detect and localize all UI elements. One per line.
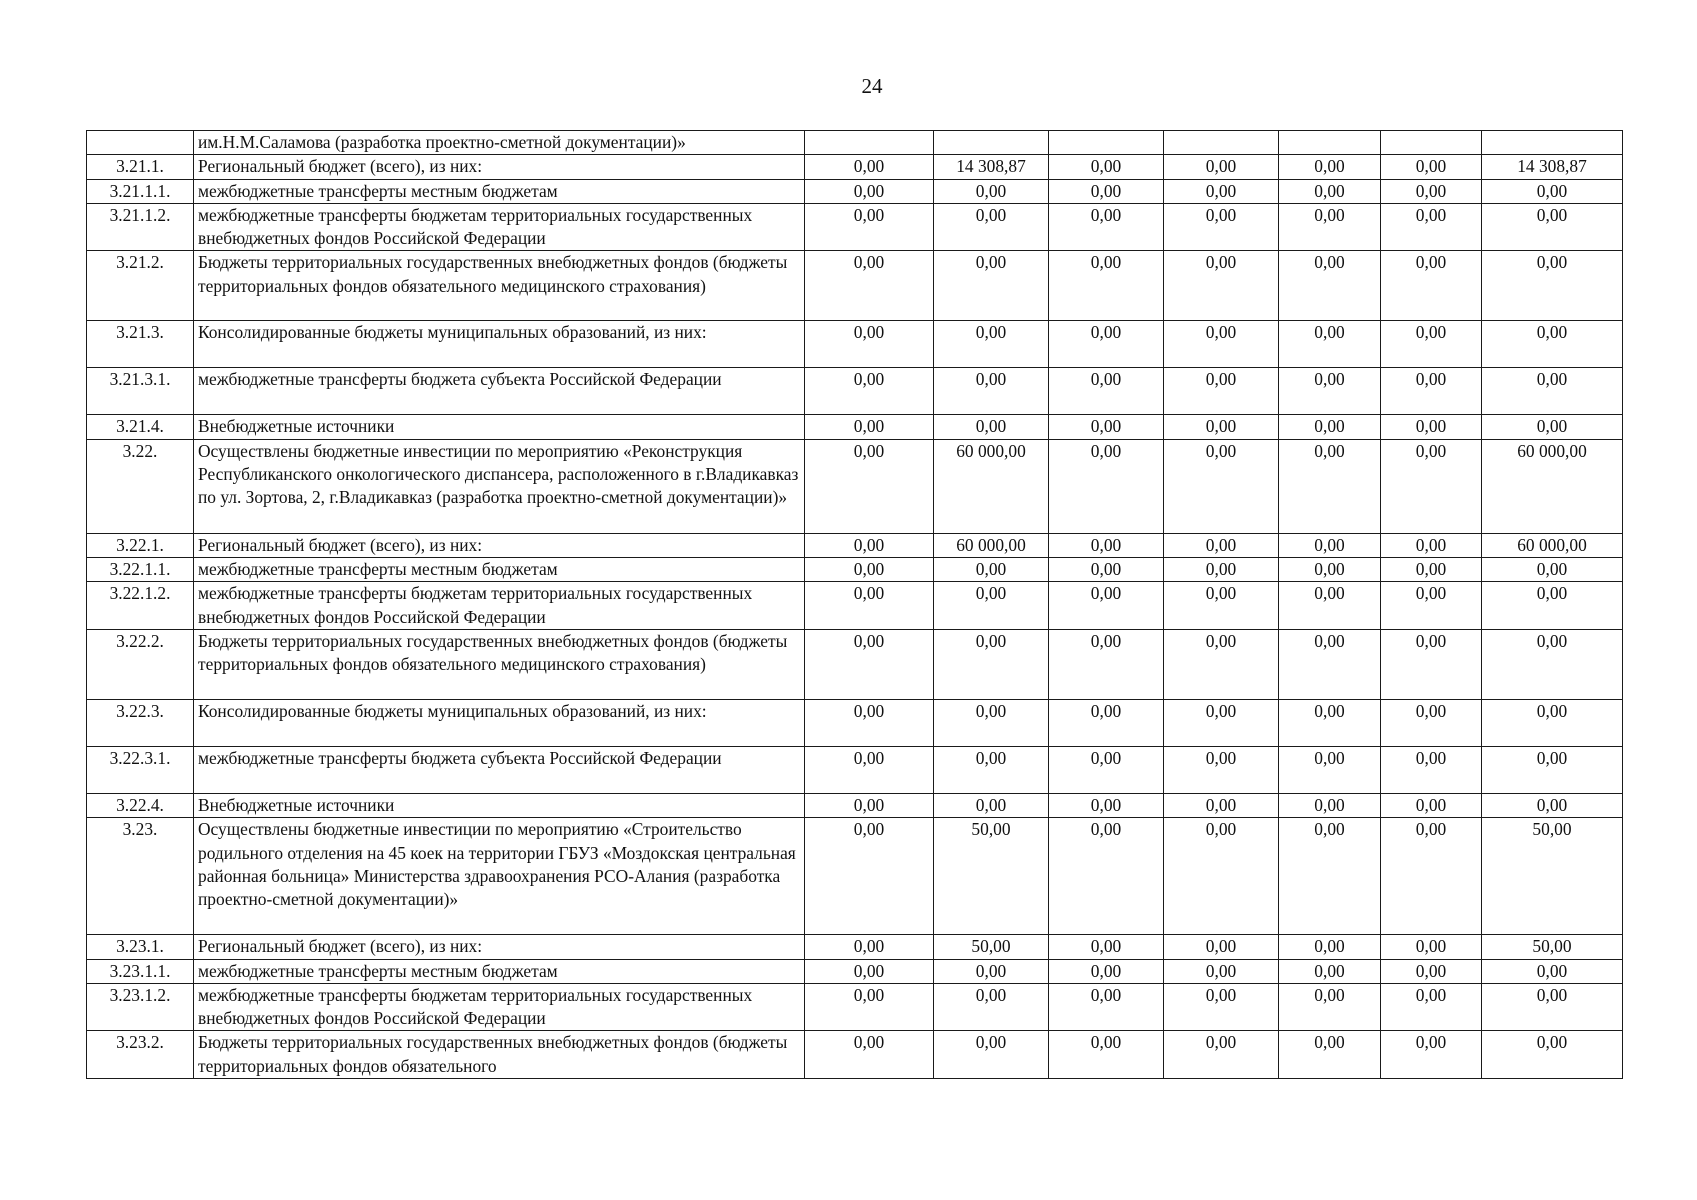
- value-cell: 0,00: [1279, 1031, 1381, 1079]
- value-cell: [1482, 131, 1623, 155]
- value-cell: 0,00: [1049, 368, 1164, 415]
- table-body: [87, 131, 1623, 1079]
- value-cell: 0,00: [1049, 533, 1164, 557]
- row-name-cell: Осуществлены бюджетные инвестиции по мероприятию «Строительство родильного отделения на 45 коек на территории ГБУЗ «Моздокская центральная районная больница» Министерства здравоохранения РСО-Алания (разработка проектно-сметной документации)»: [194, 818, 805, 935]
- value-cell: 0,00: [1164, 1031, 1279, 1079]
- value-cell: 0,00: [1049, 1031, 1164, 1079]
- table-row: [87, 582, 1623, 630]
- value-cell: 0,00: [934, 558, 1049, 582]
- value-cell: 0,00: [1482, 368, 1623, 415]
- value-cell: 0,00: [1164, 582, 1279, 630]
- value-cell: 0,00: [1279, 368, 1381, 415]
- value-cell: [1049, 131, 1164, 155]
- row-name-cell: Консолидированные бюджеты муниципальных образований, из них:: [194, 321, 805, 368]
- value-cell: 0,00: [934, 983, 1049, 1031]
- table-row: [87, 321, 1623, 368]
- value-cell: 0,00: [1049, 746, 1164, 793]
- table-row: [87, 746, 1623, 793]
- value-cell: 0,00: [1049, 251, 1164, 321]
- value-cell: 0,00: [1279, 415, 1381, 439]
- row-code-cell: 3.21.1.: [87, 155, 194, 179]
- value-cell: 0,00: [1164, 793, 1279, 817]
- value-cell: 0,00: [805, 251, 934, 321]
- value-cell: 0,00: [805, 935, 934, 959]
- row-name-cell: Бюджеты территориальных государственных внебюджетных фондов (бюджеты территориальных фондов обязательного медицинского страхования): [194, 251, 805, 321]
- value-cell: 0,00: [1164, 368, 1279, 415]
- value-cell: 0,00: [1381, 439, 1482, 533]
- value-cell: 0,00: [1049, 415, 1164, 439]
- value-cell: 0,00: [1164, 558, 1279, 582]
- value-cell: 0,00: [1381, 793, 1482, 817]
- row-name-cell: межбюджетные трансферты бюджета субъекта Российской Федерации: [194, 368, 805, 415]
- value-cell: 0,00: [805, 1031, 934, 1079]
- value-cell: 0,00: [1049, 629, 1164, 699]
- value-cell: 0,00: [1279, 155, 1381, 179]
- value-cell: 0,00: [805, 533, 934, 557]
- value-cell: 0,00: [1381, 699, 1482, 746]
- value-cell: 0,00: [1049, 699, 1164, 746]
- value-cell: 0,00: [1482, 1031, 1623, 1079]
- row-name-cell: межбюджетные трансферты местным бюджетам: [194, 179, 805, 203]
- value-cell: 0,00: [1381, 983, 1482, 1031]
- value-cell: 0,00: [1049, 203, 1164, 251]
- table-row: [87, 533, 1623, 557]
- value-cell: 0,00: [934, 1031, 1049, 1079]
- value-cell: 0,00: [1279, 983, 1381, 1031]
- value-cell: 0,00: [1279, 793, 1381, 817]
- value-cell: 0,00: [1381, 629, 1482, 699]
- value-cell: 0,00: [1164, 983, 1279, 1031]
- table-row: [87, 368, 1623, 415]
- value-cell: 0,00: [805, 793, 934, 817]
- value-cell: [934, 131, 1049, 155]
- value-cell: 0,00: [1164, 746, 1279, 793]
- table-row: [87, 415, 1623, 439]
- row-name-cell: Внебюджетные источники: [194, 793, 805, 817]
- table-row: [87, 629, 1623, 699]
- row-code-cell: 3.22.: [87, 439, 194, 533]
- value-cell: 0,00: [1482, 415, 1623, 439]
- value-cell: 0,00: [805, 179, 934, 203]
- row-name-cell: межбюджетные трансферты бюджета субъекта Российской Федерации: [194, 746, 805, 793]
- value-cell: 0,00: [1482, 983, 1623, 1031]
- page-number: 24: [861, 74, 883, 98]
- row-code-cell: 3.22.1.2.: [87, 582, 194, 630]
- value-cell: 0,00: [1049, 959, 1164, 983]
- value-cell: 0,00: [1164, 251, 1279, 321]
- value-cell: 0,00: [1164, 959, 1279, 983]
- value-cell: 0,00: [1482, 793, 1623, 817]
- value-cell: 0,00: [805, 699, 934, 746]
- row-name-cell: межбюджетные трансферты бюджетам территориальных государственных внебюджетных фондов Российской Федерации: [194, 582, 805, 630]
- value-cell: 0,00: [934, 582, 1049, 630]
- row-code-cell: [87, 131, 194, 155]
- value-cell: 0,00: [934, 415, 1049, 439]
- row-code-cell: 3.21.1.2.: [87, 203, 194, 251]
- value-cell: 0,00: [1049, 818, 1164, 935]
- value-cell: 0,00: [1482, 251, 1623, 321]
- value-cell: 0,00: [1381, 746, 1482, 793]
- value-cell: 0,00: [805, 203, 934, 251]
- value-cell: 0,00: [1049, 793, 1164, 817]
- table-row: [87, 1031, 1623, 1079]
- value-cell: 0,00: [934, 321, 1049, 368]
- row-code-cell: 3.23.1.: [87, 935, 194, 959]
- value-cell: 0,00: [1381, 368, 1482, 415]
- value-cell: 60 000,00: [1482, 533, 1623, 557]
- value-cell: 0,00: [805, 368, 934, 415]
- value-cell: 60 000,00: [1482, 439, 1623, 533]
- table-row: [87, 793, 1623, 817]
- table-row: [87, 155, 1623, 179]
- value-cell: 0,00: [1279, 533, 1381, 557]
- value-cell: 0,00: [1164, 935, 1279, 959]
- value-cell: 0,00: [805, 415, 934, 439]
- value-cell: 0,00: [1164, 155, 1279, 179]
- table-row: [87, 935, 1623, 959]
- value-cell: 0,00: [805, 439, 934, 533]
- value-cell: 0,00: [1381, 1031, 1482, 1079]
- value-cell: 0,00: [934, 629, 1049, 699]
- value-cell: 50,00: [934, 818, 1049, 935]
- row-code-cell: 3.23.: [87, 818, 194, 935]
- value-cell: 0,00: [934, 179, 1049, 203]
- value-cell: 0,00: [1164, 203, 1279, 251]
- row-code-cell: 3.22.3.: [87, 699, 194, 746]
- value-cell: 0,00: [1164, 629, 1279, 699]
- row-code-cell: 3.22.1.: [87, 533, 194, 557]
- value-cell: 0,00: [1049, 983, 1164, 1031]
- row-code-cell: 3.22.3.1.: [87, 746, 194, 793]
- row-name-cell: межбюджетные трансферты бюджетам территориальных государственных внебюджетных фондов Российской Федерации: [194, 983, 805, 1031]
- value-cell: 0,00: [1381, 935, 1482, 959]
- value-cell: 0,00: [1482, 699, 1623, 746]
- value-cell: 0,00: [1279, 439, 1381, 533]
- value-cell: 0,00: [1049, 558, 1164, 582]
- value-cell: 0,00: [1381, 582, 1482, 630]
- row-name-cell: Осуществлены бюджетные инвестиции по мероприятию «Реконструкция Республиканского онкологического диспансера, расположенного в г.Владикавказ по ул. Зортова, 2, г.Владикавказ (разработка проектно-сметной документации)»: [194, 439, 805, 533]
- value-cell: 0,00: [1381, 415, 1482, 439]
- value-cell: 0,00: [1381, 818, 1482, 935]
- value-cell: 0,00: [934, 959, 1049, 983]
- value-cell: 0,00: [805, 959, 934, 983]
- table-row: [87, 959, 1623, 983]
- value-cell: 0,00: [805, 321, 934, 368]
- value-cell: 0,00: [1164, 415, 1279, 439]
- value-cell: 0,00: [934, 368, 1049, 415]
- value-cell: 0,00: [1279, 699, 1381, 746]
- value-cell: 0,00: [1049, 439, 1164, 533]
- row-code-cell: 3.21.3.: [87, 321, 194, 368]
- value-cell: 0,00: [1279, 179, 1381, 203]
- value-cell: 0,00: [1381, 251, 1482, 321]
- value-cell: 60 000,00: [934, 439, 1049, 533]
- row-name-cell: Бюджеты территориальных государственных внебюджетных фондов (бюджеты территориальных фондов обязательного: [194, 1031, 805, 1079]
- value-cell: 0,00: [1482, 321, 1623, 368]
- value-cell: 0,00: [1482, 203, 1623, 251]
- value-cell: 0,00: [1049, 321, 1164, 368]
- table-row: [87, 439, 1623, 533]
- value-cell: 50,00: [934, 935, 1049, 959]
- value-cell: 0,00: [1381, 558, 1482, 582]
- value-cell: 0,00: [1164, 321, 1279, 368]
- value-cell: 0,00: [934, 203, 1049, 251]
- row-code-cell: 3.21.1.1.: [87, 179, 194, 203]
- value-cell: 0,00: [1482, 179, 1623, 203]
- row-name-cell: им.Н.М.Саламова (разработка проектно-сметной документации)»: [194, 131, 805, 155]
- table-row: [87, 131, 1623, 155]
- value-cell: 0,00: [1164, 439, 1279, 533]
- value-cell: 0,00: [1279, 251, 1381, 321]
- value-cell: [805, 131, 934, 155]
- value-cell: 0,00: [1381, 533, 1482, 557]
- value-cell: 0,00: [1164, 179, 1279, 203]
- value-cell: 0,00: [1164, 818, 1279, 935]
- row-code-cell: 3.21.2.: [87, 251, 194, 321]
- value-cell: 0,00: [1279, 203, 1381, 251]
- value-cell: 0,00: [1482, 629, 1623, 699]
- value-cell: 0,00: [805, 558, 934, 582]
- table-row: [87, 818, 1623, 935]
- row-name-cell: межбюджетные трансферты бюджетам территориальных государственных внебюджетных фондов Российской Федерации: [194, 203, 805, 251]
- value-cell: 0,00: [934, 699, 1049, 746]
- value-cell: 0,00: [805, 746, 934, 793]
- row-name-cell: Региональный бюджет (всего), из них:: [194, 533, 805, 557]
- value-cell: 0,00: [1049, 935, 1164, 959]
- value-cell: 0,00: [1482, 746, 1623, 793]
- value-cell: 0,00: [1482, 582, 1623, 630]
- value-cell: 60 000,00: [934, 533, 1049, 557]
- value-cell: 0,00: [934, 251, 1049, 321]
- value-cell: [1164, 131, 1279, 155]
- budget-table: [86, 130, 1623, 1079]
- row-name-cell: межбюджетные трансферты местным бюджетам: [194, 558, 805, 582]
- value-cell: 0,00: [1279, 746, 1381, 793]
- value-cell: 0,00: [1279, 629, 1381, 699]
- value-cell: 0,00: [1381, 203, 1482, 251]
- row-code-cell: 3.23.1.2.: [87, 983, 194, 1031]
- value-cell: 50,00: [1482, 818, 1623, 935]
- row-code-cell: 3.22.1.1.: [87, 558, 194, 582]
- value-cell: 0,00: [1279, 558, 1381, 582]
- value-cell: 0,00: [1279, 818, 1381, 935]
- row-code-cell: 3.22.4.: [87, 793, 194, 817]
- row-code-cell: 3.21.3.1.: [87, 368, 194, 415]
- row-name-cell: Внебюджетные источники: [194, 415, 805, 439]
- value-cell: 0,00: [1279, 582, 1381, 630]
- value-cell: 14 308,87: [1482, 155, 1623, 179]
- row-name-cell: Консолидированные бюджеты муниципальных образований, из них:: [194, 699, 805, 746]
- row-code-cell: 3.23.1.1.: [87, 959, 194, 983]
- table-row: [87, 558, 1623, 582]
- value-cell: 0,00: [1279, 321, 1381, 368]
- value-cell: 0,00: [1482, 558, 1623, 582]
- value-cell: 0,00: [805, 983, 934, 1031]
- value-cell: 0,00: [1164, 699, 1279, 746]
- value-cell: 14 308,87: [934, 155, 1049, 179]
- row-name-cell: межбюджетные трансферты местным бюджетам: [194, 959, 805, 983]
- value-cell: 0,00: [1279, 959, 1381, 983]
- row-name-cell: Региональный бюджет (всего), из них:: [194, 155, 805, 179]
- table-row: [87, 699, 1623, 746]
- value-cell: 0,00: [1279, 935, 1381, 959]
- value-cell: 0,00: [805, 582, 934, 630]
- value-cell: 0,00: [934, 793, 1049, 817]
- value-cell: 0,00: [1381, 179, 1482, 203]
- value-cell: [1279, 131, 1381, 155]
- value-cell: 0,00: [934, 746, 1049, 793]
- value-cell: 0,00: [1164, 533, 1279, 557]
- row-code-cell: 3.21.4.: [87, 415, 194, 439]
- row-code-cell: 3.23.2.: [87, 1031, 194, 1079]
- table-row: [87, 983, 1623, 1031]
- row-code-cell: 3.22.2.: [87, 629, 194, 699]
- value-cell: [1381, 131, 1482, 155]
- value-cell: 0,00: [1049, 582, 1164, 630]
- value-cell: 0,00: [1049, 179, 1164, 203]
- table-row: [87, 179, 1623, 203]
- value-cell: 0,00: [1381, 321, 1482, 368]
- table-row: [87, 251, 1623, 321]
- value-cell: 0,00: [1381, 959, 1482, 983]
- value-cell: 0,00: [1381, 155, 1482, 179]
- value-cell: 0,00: [805, 818, 934, 935]
- table-row: [87, 203, 1623, 251]
- value-cell: 0,00: [805, 629, 934, 699]
- value-cell: 0,00: [1482, 959, 1623, 983]
- row-name-cell: Бюджеты территориальных государственных внебюджетных фондов (бюджеты территориальных фондов обязательного медицинского страхования): [194, 629, 805, 699]
- value-cell: 50,00: [1482, 935, 1623, 959]
- value-cell: 0,00: [1049, 155, 1164, 179]
- row-name-cell: Региональный бюджет (всего), из них:: [194, 935, 805, 959]
- value-cell: 0,00: [805, 155, 934, 179]
